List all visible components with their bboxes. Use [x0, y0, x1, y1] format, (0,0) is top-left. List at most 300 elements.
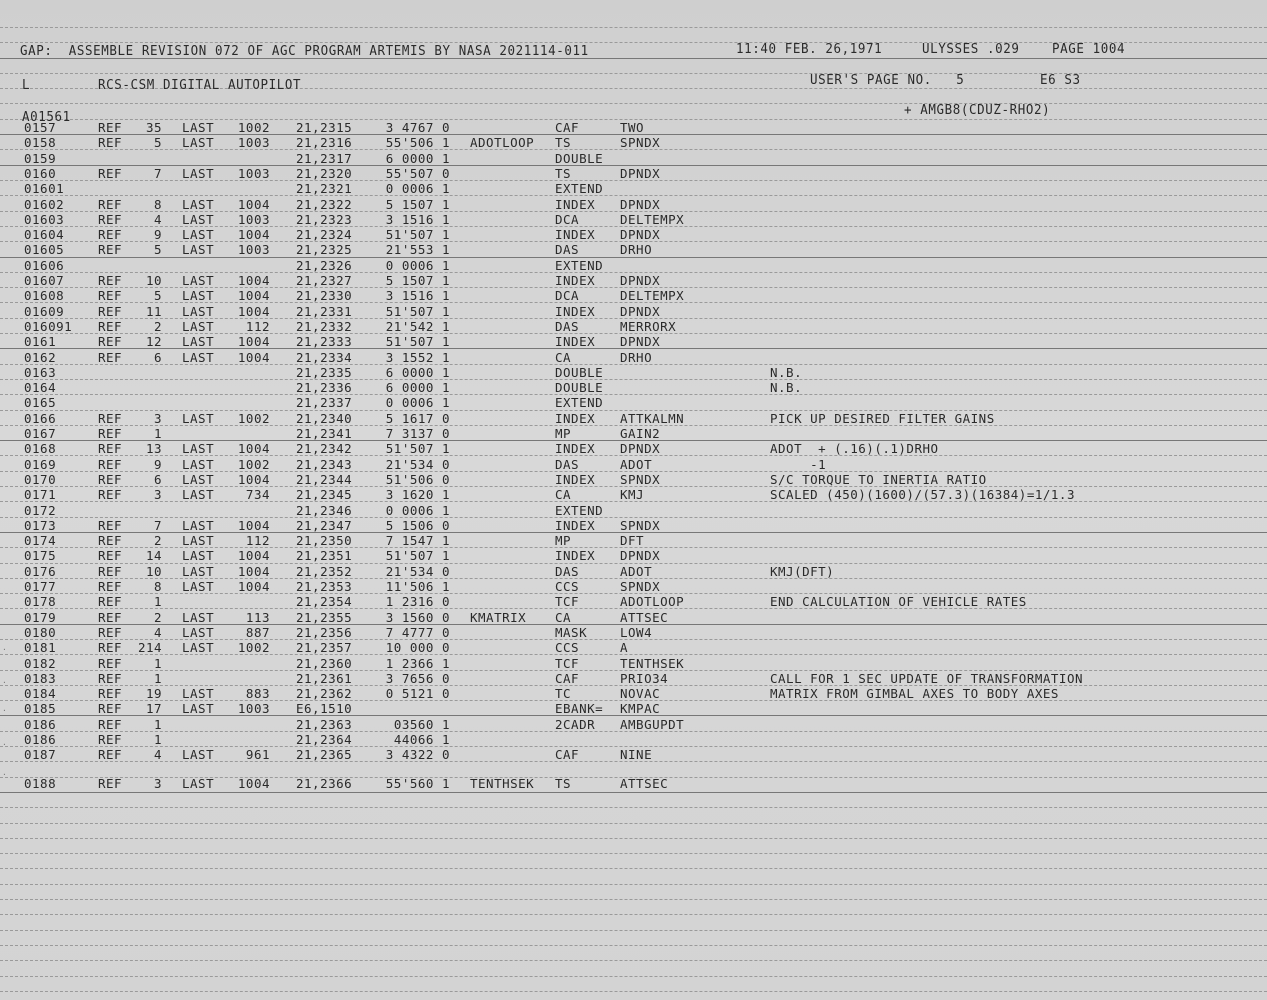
ref-count: 1 — [153, 670, 162, 686]
address: E6,1510 — [296, 701, 353, 717]
ref-label: REF — [98, 655, 123, 671]
cross-reference: + AMGB8(CDUZ-RHO2) — [904, 101, 1051, 118]
ref-count: 3 — [153, 487, 162, 503]
last-label: LAST — [182, 211, 215, 227]
opcode: TCF — [555, 594, 580, 610]
opcode: DCA — [555, 211, 580, 227]
ref-label: REF — [98, 609, 123, 625]
operand: KMJ — [620, 487, 645, 503]
last-page: 1004 — [237, 349, 270, 365]
ref-count: 4 — [153, 747, 162, 763]
line-number: 0165 — [24, 395, 57, 411]
last-label: LAST — [182, 548, 215, 564]
ref-label: REF — [98, 487, 123, 503]
listing-row — [0, 625, 1267, 640]
operand: SPNDX — [620, 135, 661, 151]
octal-word: 51'507 1 — [385, 227, 450, 243]
ref-label: REF — [98, 701, 123, 717]
listing-row — [0, 212, 1267, 227]
address: 21,2362 — [296, 686, 353, 702]
opcode: INDEX — [555, 273, 596, 288]
ref-label: REF — [98, 349, 123, 365]
ref-label: REF — [98, 517, 123, 533]
ref-count: 3 — [153, 775, 162, 791]
comment: CALL FOR 1 SEC UPDATE OF TRANSFORMATION — [770, 670, 1083, 686]
ref-label: REF — [98, 686, 123, 702]
ref-count: 1 — [153, 655, 162, 671]
octal-word: 3 4767 0 — [385, 120, 450, 135]
ref-label: REF — [98, 318, 123, 334]
opcode: TCF — [555, 655, 580, 671]
line-number: 0171 — [24, 487, 57, 503]
address: 21,2345 — [296, 487, 353, 503]
form-ruling — [0, 838, 1267, 839]
opcode: CCS — [555, 579, 580, 594]
symbol-label: ADOTLOOP — [470, 135, 535, 151]
last-label: LAST — [182, 165, 215, 181]
opcode: MASK — [555, 624, 588, 640]
form-ruling — [0, 945, 1267, 946]
comment: PICK UP DESIRED FILTER GAINS — [770, 410, 995, 426]
opcode: DOUBLE — [555, 364, 604, 380]
address: 21,2355 — [296, 609, 353, 625]
address: 21,2330 — [296, 288, 353, 304]
form-ruling — [0, 853, 1267, 854]
operand: TENTHSEK — [620, 655, 685, 671]
line-number: 01609 — [24, 303, 65, 319]
listing-row — [0, 472, 1267, 487]
form-ruling — [0, 976, 1267, 977]
octal-word: 03560 1 — [393, 716, 450, 732]
operand: DELTEMPX — [620, 288, 685, 304]
octal-word: 0 5121 0 — [385, 686, 450, 702]
line-number: 0184 — [24, 686, 57, 702]
octal-word: 0 0006 1 — [385, 395, 450, 411]
last-label: LAST — [182, 624, 215, 640]
last-label: LAST — [182, 471, 215, 487]
opcode: CA — [555, 487, 572, 503]
operand: DPNDX — [620, 165, 661, 181]
last-label: LAST — [182, 609, 215, 625]
address: 21,2341 — [296, 426, 353, 441]
last-page: 734 — [245, 487, 270, 503]
users-page-label: USER'S PAGE NO. 5 — [810, 71, 965, 88]
listing-row — [0, 181, 1267, 196]
last-label: LAST — [182, 196, 215, 212]
address: 21,2336 — [296, 380, 353, 396]
line-number: 0167 — [24, 426, 57, 441]
ref-count: 5 — [153, 242, 162, 258]
line-number: 0185 — [24, 701, 57, 717]
ref-count: 5 — [153, 288, 162, 304]
ref-label: REF — [98, 640, 123, 656]
form-ruling — [0, 960, 1267, 961]
margin-mark: · — [2, 678, 7, 687]
ref-label: REF — [98, 579, 123, 594]
last-label: LAST — [182, 334, 215, 350]
line-number: 016091 — [24, 318, 73, 334]
address: 21,2324 — [296, 227, 353, 243]
operand: ADOTLOOP — [620, 594, 685, 610]
operand: SPNDX — [620, 579, 661, 594]
operand: NINE — [620, 747, 653, 763]
last-page: 961 — [245, 747, 270, 763]
octal-word: 7 3137 0 — [385, 426, 450, 441]
ref-count: 10 — [145, 563, 162, 579]
symbol-label: TENTHSEK — [470, 775, 535, 791]
ref-count: 6 — [153, 349, 162, 365]
address: 21,2344 — [296, 471, 353, 487]
ref-label: REF — [98, 775, 123, 791]
ref-count: 17 — [145, 701, 162, 717]
form-ruling — [0, 792, 1267, 793]
opcode: MP — [555, 426, 572, 441]
operand: ADOT — [620, 563, 653, 579]
octal-word: 7 4777 0 — [385, 624, 450, 640]
ref-label: REF — [98, 334, 123, 350]
operand: DPNDX — [620, 334, 661, 350]
form-ruling — [0, 823, 1267, 824]
line-number: 01603 — [24, 211, 65, 227]
listing-row — [0, 518, 1267, 533]
last-label: LAST — [182, 318, 215, 334]
last-label: LAST — [182, 120, 215, 135]
comment: KMJ(DFT) — [770, 563, 835, 579]
address: 21,2347 — [296, 517, 353, 533]
line-number: 0187 — [24, 747, 57, 763]
last-page: 1004 — [237, 273, 270, 288]
ref-label: REF — [98, 211, 123, 227]
listing-row — [0, 610, 1267, 625]
listing-row — [0, 242, 1267, 257]
line-number: 0168 — [24, 441, 57, 457]
listing-row — [0, 548, 1267, 563]
opcode: INDEX — [555, 441, 596, 457]
address: 21,2315 — [296, 120, 353, 135]
last-label: LAST — [182, 701, 215, 717]
opcode: INDEX — [555, 517, 596, 533]
address: 21,2360 — [296, 655, 353, 671]
line-number: 0160 — [24, 165, 57, 181]
ref-label: REF — [98, 303, 123, 319]
listing-row — [0, 334, 1267, 349]
line-number: 0181 — [24, 640, 57, 656]
last-page: 1004 — [237, 227, 270, 243]
line-number: 0158 — [24, 135, 57, 151]
opcode: INDEX — [555, 334, 596, 350]
last-page: 1002 — [237, 456, 270, 472]
octal-word: 10 000 0 — [385, 640, 450, 656]
ref-label: REF — [98, 670, 123, 686]
address: 21,2325 — [296, 242, 353, 258]
comment: SCALED (450)(1600)/(57.3)(16384)=1/1.3 — [770, 487, 1075, 503]
ref-count: 14 — [145, 548, 162, 564]
opcode: INDEX — [555, 196, 596, 212]
last-page: 1004 — [237, 471, 270, 487]
operand: MERRORX — [620, 318, 677, 334]
line-number: 0159 — [24, 150, 57, 166]
ref-label: REF — [98, 135, 123, 151]
ref-label: REF — [98, 456, 123, 472]
line-number: 0163 — [24, 364, 57, 380]
address: 21,2352 — [296, 563, 353, 579]
ref-label: REF — [98, 227, 123, 243]
listing-row — [0, 487, 1267, 502]
address: 21,2363 — [296, 716, 353, 732]
listing-row — [0, 776, 1267, 791]
listing-row — [0, 686, 1267, 701]
listing-row — [0, 258, 1267, 273]
ref-label: REF — [98, 548, 123, 564]
ref-count: 8 — [153, 579, 162, 594]
last-label: LAST — [182, 517, 215, 533]
octal-word: 51'507 1 — [385, 334, 450, 350]
octal-word: 1 2366 1 — [385, 655, 450, 671]
octal-word: 1 2316 0 — [385, 594, 450, 610]
operand: KMPAC — [620, 701, 661, 717]
opcode: DOUBLE — [555, 380, 604, 396]
opcode: CAF — [555, 670, 580, 686]
margin-mark: · — [2, 706, 7, 715]
form-ruling — [0, 914, 1267, 915]
ref-label: REF — [98, 594, 123, 610]
last-label: LAST — [182, 533, 215, 549]
opcode: CAF — [555, 747, 580, 763]
operand: A — [620, 640, 629, 656]
octal-word: 21'553 1 — [385, 242, 450, 258]
line-number: 0161 — [24, 334, 57, 350]
last-label: LAST — [182, 349, 215, 365]
line-number: 01602 — [24, 196, 65, 212]
last-page: 1004 — [237, 548, 270, 564]
address: 21,2323 — [296, 211, 353, 227]
ref-count: 6 — [153, 471, 162, 487]
line-number: 0164 — [24, 380, 57, 396]
listing-row — [0, 656, 1267, 671]
ref-count: 3 — [153, 410, 162, 426]
ref-count: 13 — [145, 441, 162, 457]
listing-row — [0, 533, 1267, 548]
last-page: 1004 — [237, 288, 270, 304]
octal-word: 21'534 0 — [385, 563, 450, 579]
address: 21,2366 — [296, 775, 353, 791]
ref-count: 7 — [153, 165, 162, 181]
last-page: 1003 — [237, 211, 270, 227]
line-number: 0183 — [24, 670, 57, 686]
address: 21,2343 — [296, 456, 353, 472]
listing-row — [0, 166, 1267, 181]
address: 21,2326 — [296, 257, 353, 273]
octal-word: 3 1560 0 — [385, 609, 450, 625]
ref-label: REF — [98, 732, 123, 747]
ref-count: 7 — [153, 517, 162, 533]
ref-label: REF — [98, 563, 123, 579]
operand: ADOT — [620, 456, 653, 472]
octal-word: 3 4322 0 — [385, 747, 450, 763]
operand: DFT — [620, 533, 645, 549]
line-number: 0188 — [24, 775, 57, 791]
octal-word: 6 0000 1 — [385, 364, 450, 380]
opcode: CA — [555, 349, 572, 365]
octal-word: 3 1552 1 — [385, 349, 450, 365]
opcode: INDEX — [555, 471, 596, 487]
revision-code: E6 S3 — [1040, 71, 1081, 88]
ref-count: 5 — [153, 135, 162, 151]
address: 21,2346 — [296, 502, 353, 518]
header-title: GAP: ASSEMBLE REVISION 072 OF AGC PROGRAM ARTEMIS BY NASA 2021114-011 — [20, 42, 589, 59]
opcode: INDEX — [555, 303, 596, 319]
address: 21,2321 — [296, 181, 353, 197]
octal-word: 0 0006 1 — [385, 257, 450, 273]
listing-row — [0, 579, 1267, 594]
listing-row — [0, 120, 1267, 135]
ref-label: REF — [98, 441, 123, 457]
line-number: 0162 — [24, 349, 57, 365]
address: 21,2356 — [296, 624, 353, 640]
ref-label: REF — [98, 471, 123, 487]
last-page: 883 — [245, 686, 270, 702]
comment: -1 — [770, 456, 827, 472]
ref-count: 1 — [153, 732, 162, 747]
listing-row — [0, 273, 1267, 288]
ref-label: REF — [98, 165, 123, 181]
operand: ATTKALMN — [620, 410, 685, 426]
opcode: DCA — [555, 288, 580, 304]
operand: DPNDX — [620, 441, 661, 457]
octal-word: 6 0000 1 — [385, 380, 450, 396]
line-number: 0177 — [24, 579, 57, 594]
ref-count: 2 — [153, 318, 162, 334]
line-number: 0175 — [24, 548, 57, 564]
operand: DRHO — [620, 349, 653, 365]
last-label: LAST — [182, 579, 215, 594]
listing-row — [0, 701, 1267, 716]
last-page: 1004 — [237, 303, 270, 319]
operand: LOW4 — [620, 624, 653, 640]
ref-count: 11 — [145, 303, 162, 319]
octal-word: 51'507 1 — [385, 303, 450, 319]
listing-row — [0, 151, 1267, 166]
last-page: 1004 — [237, 563, 270, 579]
last-label: LAST — [182, 242, 215, 258]
line-number: 0176 — [24, 563, 57, 579]
address: 21,2357 — [296, 640, 353, 656]
last-page: 1003 — [237, 242, 270, 258]
last-page: 112 — [245, 318, 270, 334]
last-label: LAST — [182, 273, 215, 288]
octal-word: 0 0006 1 — [385, 181, 450, 197]
operand: SPNDX — [620, 517, 661, 533]
form-ruling — [0, 103, 1267, 104]
address: 21,2365 — [296, 747, 353, 763]
listing-row — [0, 288, 1267, 303]
operand: DPNDX — [620, 227, 661, 243]
octal-word: 51'507 1 — [385, 441, 450, 457]
octal-word: 0 0006 1 — [385, 502, 450, 518]
line-number: 01604 — [24, 227, 65, 243]
listing-row — [0, 395, 1267, 410]
octal-word: 5 1617 0 — [385, 410, 450, 426]
line-number: 0170 — [24, 471, 57, 487]
operand: ATTSEC — [620, 609, 669, 625]
address: 21,2332 — [296, 318, 353, 334]
ref-label: REF — [98, 533, 123, 549]
line-number: 0166 — [24, 410, 57, 426]
octal-word: 55'560 1 — [385, 775, 450, 791]
opcode: DAS — [555, 563, 580, 579]
address: 21,2350 — [296, 533, 353, 549]
opcode: EXTEND — [555, 257, 604, 273]
octal-word: 5 1507 1 — [385, 273, 450, 288]
opcode: DAS — [555, 456, 580, 472]
address: 21,2361 — [296, 670, 353, 686]
address: 21,2322 — [296, 196, 353, 212]
form-ruling — [0, 930, 1267, 931]
operand: AMBGUPDT — [620, 716, 685, 732]
last-label: LAST — [182, 640, 215, 656]
last-label: LAST — [182, 441, 215, 457]
ref-count: 12 — [145, 334, 162, 350]
opcode: TC — [555, 686, 572, 702]
listing-row — [0, 441, 1267, 456]
opcode: EXTEND — [555, 395, 604, 411]
last-page: 1004 — [237, 334, 270, 350]
opcode: TS — [555, 135, 572, 151]
octal-word: 21'534 0 — [385, 456, 450, 472]
line-number: 01601 — [24, 181, 65, 197]
octal-word: 11'506 1 — [385, 579, 450, 594]
listing-row — [0, 319, 1267, 334]
address: 21,2333 — [296, 334, 353, 350]
ref-label: REF — [98, 716, 123, 732]
form-ruling — [0, 899, 1267, 900]
listing-row — [0, 671, 1267, 686]
listing-row — [0, 457, 1267, 472]
ref-count: 2 — [153, 609, 162, 625]
listing-row — [0, 350, 1267, 365]
line-number: 0180 — [24, 624, 57, 640]
last-page: 1003 — [237, 165, 270, 181]
listing-row — [0, 227, 1267, 242]
operand: GAIN2 — [620, 426, 661, 441]
last-label: LAST — [182, 563, 215, 579]
operand: NOVAC — [620, 686, 661, 702]
header-page: PAGE 1004 — [1052, 40, 1126, 57]
address: 21,2353 — [296, 579, 353, 594]
octal-word: 21'542 1 — [385, 318, 450, 334]
line-number: 01608 — [24, 288, 65, 304]
opcode: CA — [555, 609, 572, 625]
ref-label: REF — [98, 624, 123, 640]
last-label: LAST — [182, 456, 215, 472]
opcode: INDEX — [555, 227, 596, 243]
octal-word: 3 1620 1 — [385, 487, 450, 503]
last-page: 1004 — [237, 775, 270, 791]
ref-label: REF — [98, 273, 123, 288]
comment: N.B. — [770, 380, 803, 396]
ref-count: 1 — [153, 716, 162, 732]
line-number: 0169 — [24, 456, 57, 472]
last-page: 1002 — [237, 410, 270, 426]
comment: END CALCULATION OF VEHICLE RATES — [770, 594, 1027, 610]
last-page: 1002 — [237, 640, 270, 656]
line-number: 0178 — [24, 594, 57, 610]
last-label: LAST — [182, 303, 215, 319]
card-number: A01561 — [22, 108, 71, 125]
operand: ATTSEC — [620, 775, 669, 791]
address: 21,2340 — [296, 410, 353, 426]
margin-mark: · — [2, 770, 7, 779]
